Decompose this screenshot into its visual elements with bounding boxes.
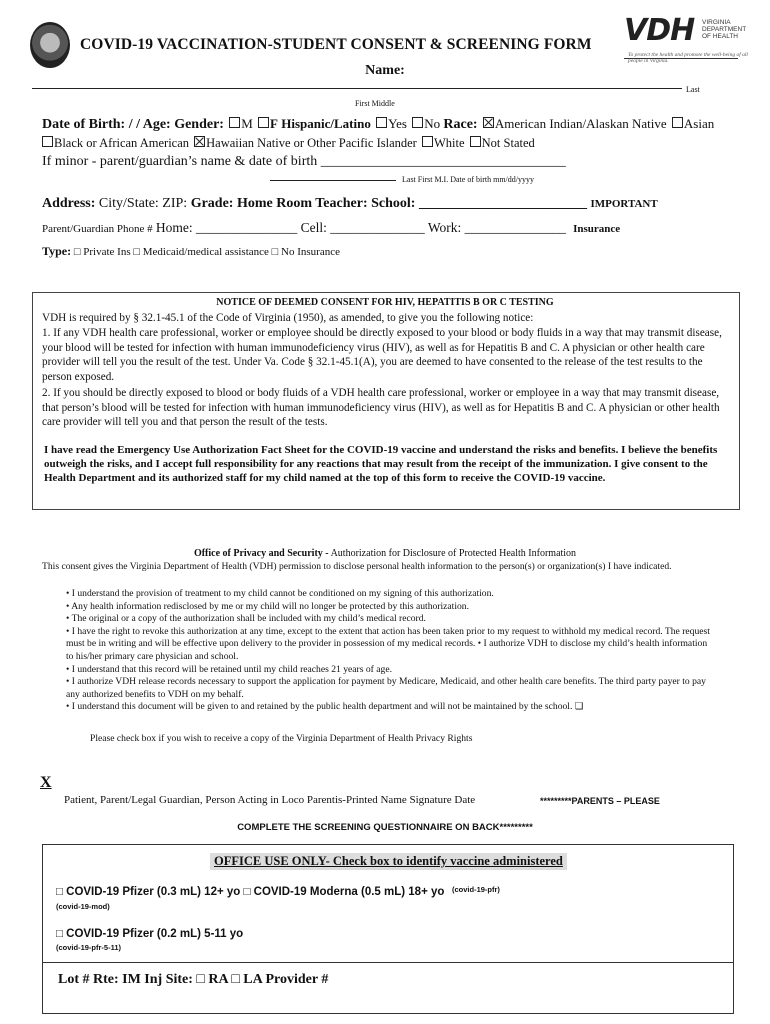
name-line[interactable] (32, 88, 682, 89)
code-mod: (covid-19-mod) (56, 902, 110, 911)
name-label: Name: (365, 63, 405, 78)
notice-intro: VDH is required by § 32.1-45.1 of the Code of Virginia (1950), as amended, to give you the following notice: (42, 312, 534, 324)
first-middle-label: First Middle (355, 99, 395, 108)
parents-notice: *********PARENTS – PLEASE (540, 796, 660, 806)
privacy-bullet: • I understand that this record will be retained until my child reaches 21 years of age. (66, 663, 392, 675)
vdh-logo-mark: VDH (624, 13, 695, 48)
hispanic-no-label: No (424, 116, 441, 131)
privacy-bullet: • Any health information redisclosed by me or my child will no longer be protected by this authorization. (66, 600, 470, 612)
privacy-bullet: • The original or a copy of the authorization shall be included with my child’s medical record. (66, 613, 426, 625)
last-label: Last (686, 85, 700, 94)
insurance-type-row[interactable]: Type: □ Private Ins □ Medicaid/medical assistance □ No Insurance (42, 244, 340, 258)
lot-divider (42, 962, 734, 963)
race-asian-label: Asian (683, 116, 715, 131)
race-ai-checkbox[interactable] (483, 117, 494, 128)
important-label: IMPORTANT (590, 198, 658, 210)
complete-questionnaire-notice: COMPLETE THE SCREENING QUESTIONNAIRE ON BACK********* (237, 822, 533, 833)
virginia-seal-logo (30, 22, 70, 68)
gender-m-checkbox[interactable] (229, 117, 240, 128)
race-hawaiian-label: Hawaiian Native or Other Pacific Islander (206, 136, 417, 150)
race-label: Race: (443, 117, 478, 132)
privacy-bullets (66, 588, 712, 714)
gender-f-label: F (270, 116, 278, 131)
minor-guardian-line[interactable]: If minor - parent/guardian’s name & date of birth ___________________________________ (42, 154, 566, 169)
privacy-bullet: • I authorize VDH release records necessary to support the application for payment by Medicare, Medicaid, and other health care benefits. The third party payer to pay any authorized benefits to VDH on my behalf. (66, 676, 706, 700)
race-not-stated-label: Not Stated (481, 136, 535, 150)
lot-route-site-row[interactable]: Lot # Rte: IM Inj Site: □ RA □ LA Provider # (58, 972, 329, 987)
gender-m-label: M (241, 116, 253, 131)
notice-item-2: 2. If you should be directly exposed to blood or body fluids of a VDH health care professional, worker or employee in a way that may transmit disease, that person’s blood will be tested for infection with human immunodeficiency virus (HIV), as well as for Hepatitis B and C. A physician or other health care provider will tell you and that person the result of the tests. (42, 387, 720, 428)
race-ai-label: American Indian/Alaskan Native (494, 116, 667, 131)
race-not-stated-checkbox[interactable] (470, 136, 481, 147)
signature-x: X (40, 774, 52, 791)
dob-row (42, 116, 714, 133)
dob-label: Date of Birth: / / Age: Gender: (42, 117, 224, 132)
gender-f-checkbox[interactable] (258, 117, 269, 128)
privacy-check-note: Please check box if you wish to receive a copy of the Virginia Department of Health Privacy Rights (90, 733, 473, 744)
race-white-checkbox[interactable] (422, 136, 433, 147)
privacy-intro: This consent gives the Virginia Department of Health (VDH) permission to disclose personal health information to the person(s) or organization(s) I have indicated. (42, 561, 672, 572)
privacy-title: Office of Privacy and Security - Authorization for Disclosure of Protected Health Information (193, 548, 577, 559)
minor-sub-label: Last First M.I. Date of birth mm/dd/yyyy (402, 175, 534, 184)
phone-row[interactable]: Parent/Guardian Phone # Home: _______________ Cell: ______________ Work: _______________ Insurance (42, 220, 621, 235)
race-hawaiian-checkbox[interactable] (194, 136, 205, 147)
race-asian-checkbox[interactable] (672, 117, 683, 128)
race-row-2 (40, 136, 535, 151)
office-use-title: OFFICE USE ONLY- Check box to identify vaccine administered (210, 853, 567, 870)
hispanic-no-checkbox[interactable] (412, 117, 423, 128)
consent-statement: I have read the Emergency Use Authorization Fact Sheet for the COVID-19 vaccine and understand the risks and benefits. I believe the benefits outweigh the risks, and I accept full responsibility for any reactions that may result from the receipt of the immunization. I give consent to the Health Department and its authorized staff for my child named at the top of this form to receive the COVID-19 vaccine. (44, 444, 718, 484)
minor-sub-line (270, 180, 396, 181)
race-black-checkbox[interactable] (42, 136, 53, 147)
race-black-label: Black or African American (54, 136, 190, 150)
address-row[interactable]: Address: City/State: ZIP: Grade: Home Room Teacher: School: ________________________ IMPORTANT (42, 196, 658, 211)
race-white-label: White (433, 136, 465, 150)
hispanic-yes-label: Yes (388, 116, 407, 131)
code-pfr-5-11: (covid-19-pfr-5-11) (56, 943, 122, 952)
insurance-label: Insurance (573, 223, 621, 235)
signature-line[interactable]: Patient, Parent/Legal Guardian, Person Acting in Loco Parentis-Printed Name Signature Date (64, 794, 476, 806)
vdh-logo (624, 13, 760, 64)
privacy-bullet: • I understand this document will be given to and retained by the public health department and will not be maintained by the school. ❏ (66, 701, 584, 713)
form-title: COVID-19 VACCINATION-STUDENT CONSENT & SCREENING FORM (80, 36, 592, 53)
hispanic-yes-checkbox[interactable] (376, 117, 387, 128)
notice-title: NOTICE OF DEEMED CONSENT FOR HIV, HEPATITIS B OR C TESTING (216, 297, 554, 308)
code-pfr: (covid-19-pfr) (452, 885, 500, 894)
vdh-logo-tagline: To protect the health and promote the well-being of all people in Virginia. (628, 52, 748, 64)
header-rule (624, 58, 738, 59)
notice-item-1: 1. If any VDH health care professional, worker or employee should be directly exposed to your blood or body fluids in a way that may transmit disease, your blood will be tested for infection with human immunodeficiency virus (HIV), as well as for Hepatitis B and C. A physician or other health care provider will tell you the result of the test. Under Va. Code § 32.1-45.1(A), you are deemed to have consented to the release of the test results to the person exposed. (42, 327, 722, 383)
hispanic-label: Hispanic/Latino (281, 116, 371, 131)
vaccine-option-row-2[interactable]: □ COVID-19 Pfizer (0.2 mL) 5-11 yo (56, 928, 244, 940)
privacy-bullet: • I understand the provision of treatment to my child cannot be conditioned on my signing of this authorization. (66, 588, 494, 599)
vdh-logo-dept: VIRGINIA DEPARTMENT OF HEALTH (702, 19, 747, 40)
privacy-bullet: • I have the right to revoke this authorization at any time, except to the extent that action has been taken prior to my request to withhold my medical record. The request must be in writing and will be effective upon delivery to the provider in possession of my medical records. • I authorize VDH to disclose my child’s health information to his/her primary care physician and school. (66, 625, 710, 662)
vaccine-option-row-1[interactable]: □ COVID-19 Pfizer (0.3 mL) 12+ yo □ COVID-19 Moderna (0.5 mL) 18+ yo (56, 886, 445, 898)
